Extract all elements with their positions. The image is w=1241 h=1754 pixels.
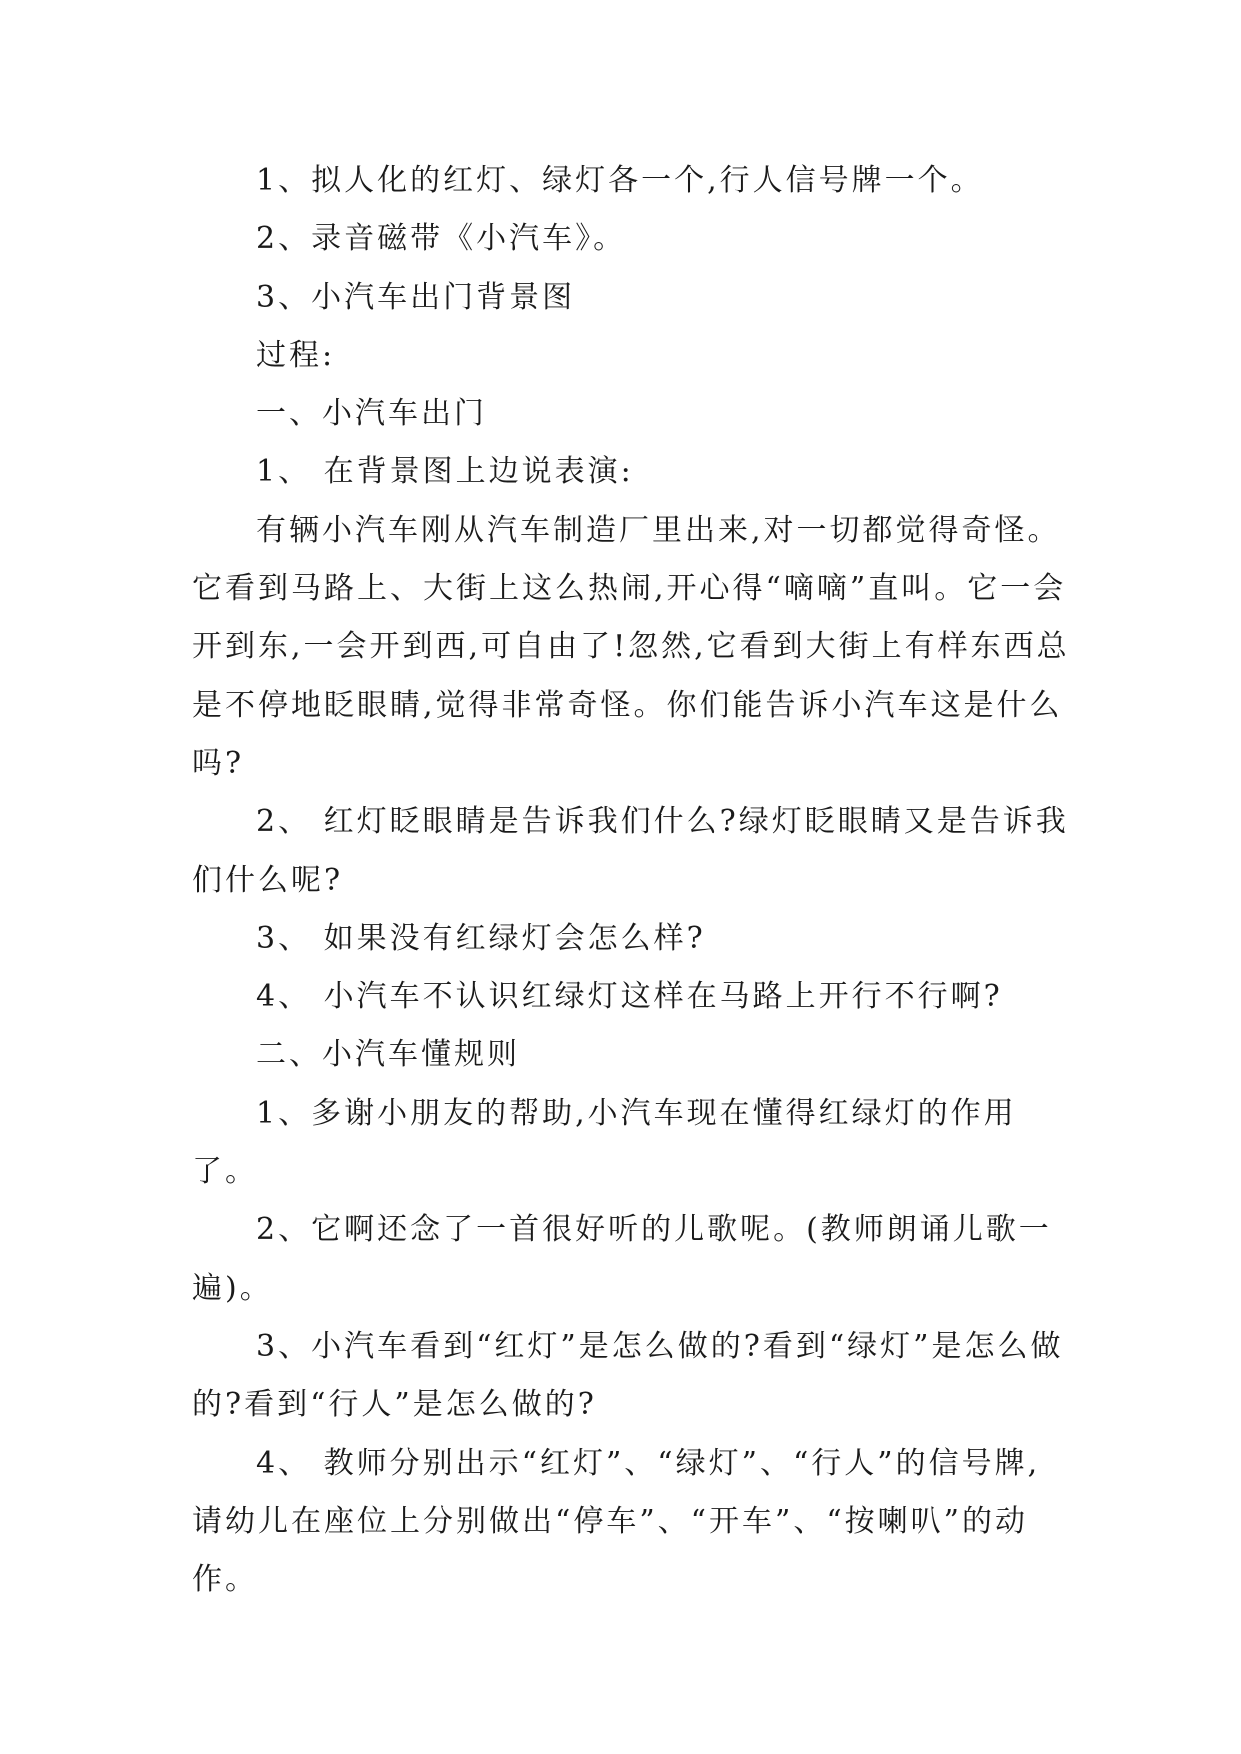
paragraph-section-2-item-4: 4、 教师分别出示“红灯”、“绿灯”、“行人”的信号牌,请幼儿在座位上分别做出“停车”、“开车”、“按喇叭”的动作。 xyxy=(192,1445,1041,1598)
paragraph-section-1-item-3: 3、 如果没有红绿灯会怎么样? xyxy=(256,920,706,956)
paragraph-section-2-item-1: 1、多谢小朋友的帮助,小汽车现在懂得红绿灯的作用了。 xyxy=(192,1095,1017,1190)
paragraph-material-2: 2、录音磁带《小汽车》。 xyxy=(256,221,627,257)
paragraph-material-1: 1、拟人化的红灯、绿灯各一个,行人信号牌一个。 xyxy=(256,163,984,198)
paragraph-section-2-heading: 二、小汽车懂规则 xyxy=(256,1037,520,1073)
paragraph-story: 有辆小汽车刚从汽车制造厂里出来,对一切都觉得奇怪。它看到马路上、大街上这么热闹,开心得“嘀嘀”直叫。它一会开到东,一会开到西,可自由了!忽然,它看到大街上有样东西总是不停地眨眼睛,觉得非常奇怪。你们能告诉小汽车这是什么吗? xyxy=(192,512,1070,781)
paragraph-section-2-item-2: 2、它啊还念了一首很好听的儿歌呢。(教师朗诵儿歌一遍)。 xyxy=(192,1212,1052,1306)
paragraph-material-3: 3、小汽车出门背景图 xyxy=(256,279,576,315)
paragraph-section-2-item-3: 3、小汽车看到“红灯”是怎么做的?看到“绿灯”是怎么做的?看到“行人”是怎么做的? xyxy=(192,1328,1064,1423)
paragraph-section-1-item-4: 4、 小汽车不认识红绿灯这样在马路上开行不行啊? xyxy=(256,979,1003,1015)
paragraph-section-1-heading: 一、小汽车出门 xyxy=(256,396,487,432)
paragraph-process-heading: 过程: xyxy=(256,337,336,373)
document-body xyxy=(192,152,1072,1609)
paragraph-section-1-item-1: 1、 在背景图上边说表演: xyxy=(256,454,634,490)
paragraph-section-1-item-2: 2、 红灯眨眼睛是告诉我们什么?绿灯眨眼睛又是告诉我们什么呢? xyxy=(192,804,1069,898)
